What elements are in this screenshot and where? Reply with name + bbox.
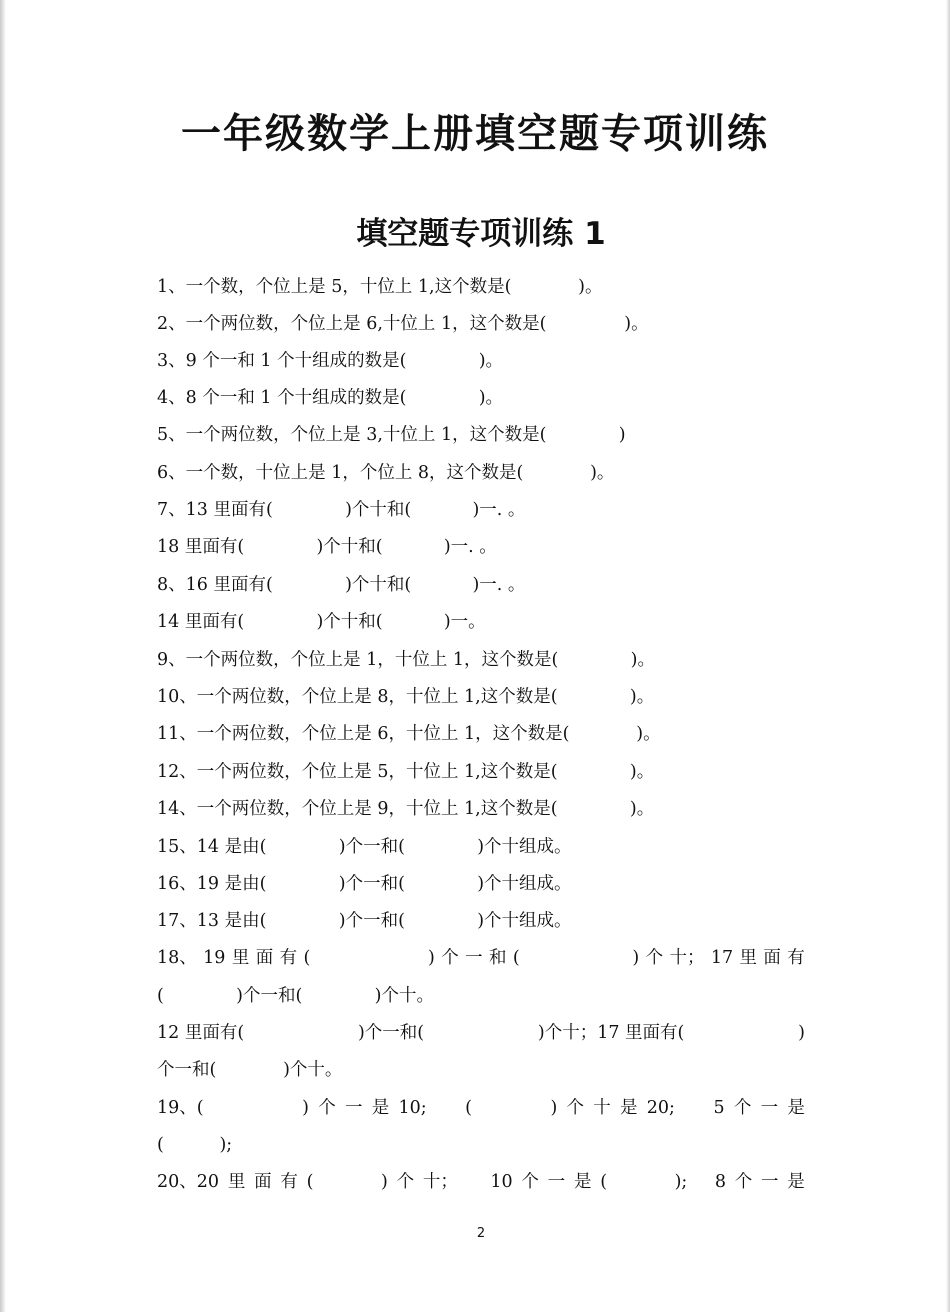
q18-seg: 个 <box>645 948 664 968</box>
question-4: 4、8 个一和 1 个十组成的数是( )。 <box>157 388 504 408</box>
q18b-seg: ) <box>798 1023 805 1043</box>
q20-seg: 里 <box>227 1172 246 1192</box>
q19-seg: 个 <box>318 1098 336 1118</box>
q20-seg: 十； <box>422 1172 458 1192</box>
question-1: 1、一个数，个位上是 5，十位上 1,这个数是( )。 <box>157 277 603 297</box>
q18-seg: ) <box>632 948 640 968</box>
q18-blank <box>526 945 626 971</box>
q18-seg: 个 <box>441 948 459 968</box>
q20-seg: ( <box>600 1172 608 1192</box>
q19-seg: 是 <box>620 1098 638 1118</box>
q19-gap <box>684 1095 704 1121</box>
question-18-line-2: ( )个一和( )个十。 <box>157 986 434 1006</box>
question-3: 3、9 个一和 1 个十组成的数是( )。 <box>157 351 504 371</box>
q18-seg: 19 <box>203 948 226 968</box>
q20-seg: 一 <box>761 1172 779 1192</box>
question-5: 5、一个两位数，个位上是 3,十位上 1，这个数是( ) <box>157 425 626 445</box>
question-19-line-2: ( ); <box>157 1135 233 1155</box>
q20-seg: 个 <box>521 1172 539 1192</box>
q19-seg: 19、( <box>157 1098 204 1118</box>
q19-seg: ) <box>550 1098 558 1118</box>
q18b-seg: )个十；17 里面有( <box>537 1023 685 1043</box>
q19-seg: 个 <box>566 1098 585 1118</box>
page-edge-right <box>946 0 950 1312</box>
q20-seg: 10 <box>490 1172 513 1192</box>
question-8a: 8、16 里面有( )个十和( )一. 。 <box>157 575 526 595</box>
question-14: 14、一个两位数，个位上是 9，十位上 1,这个数是( )。 <box>157 799 655 819</box>
q20-seg: 8 <box>714 1172 726 1192</box>
q20-seg: 20、20 <box>157 1172 220 1192</box>
q18-seg: 17 <box>710 948 734 968</box>
q18-seg: 面 <box>763 948 781 968</box>
q18-seg: 里 <box>231 948 250 968</box>
q18-seg: 里 <box>739 948 758 968</box>
page-edge-left <box>0 0 6 1312</box>
q20-gap <box>696 1169 706 1195</box>
q18b-seg: 12 里面有( <box>157 1023 245 1043</box>
q20-seg: 个 <box>396 1172 415 1192</box>
q19-blank <box>213 1095 293 1121</box>
q20-gap <box>467 1169 482 1195</box>
q19-seg: 10; <box>398 1098 427 1118</box>
page-title: 一年级数学上册填空题专项训练 <box>181 111 769 157</box>
q19-seg: 一 <box>344 1098 363 1118</box>
question-20-line-1 <box>157 1169 805 1195</box>
page-number: 2 <box>476 1226 486 1241</box>
q20-seg: ) <box>380 1172 388 1192</box>
q19-gap <box>436 1095 456 1121</box>
q19-seg: 一 <box>760 1098 779 1118</box>
q19-seg: 是 <box>371 1098 390 1118</box>
q20-seg: 个 <box>734 1172 753 1192</box>
q18-seg: 有 <box>787 948 805 968</box>
q18-seg: ( <box>303 948 311 968</box>
question-8b: 14 里面有( )个十和( )一。 <box>157 612 486 632</box>
q20-seg: 面 <box>254 1172 272 1192</box>
q20-blank <box>322 1169 372 1195</box>
q18-seg: 和 <box>488 948 507 968</box>
q19-seg: 十 <box>593 1098 611 1118</box>
q19-seg: 5 <box>713 1098 725 1118</box>
q18-blank <box>317 945 422 971</box>
question-16: 16、19 是由( )个一和( )个十组成。 <box>157 874 572 894</box>
section-title: 填空题专项训练 1 <box>356 216 606 252</box>
q19-seg: ( <box>465 1098 472 1118</box>
q18-seg: 十； <box>669 948 705 968</box>
question-6: 6、一个数，十位上是 1，个位上 8，这个数是( )。 <box>157 463 615 483</box>
question-12: 12、一个两位数，个位上是 5，十位上 1,这个数是( )。 <box>157 762 655 782</box>
q18-seg: 一 <box>465 948 483 968</box>
question-18-line-1 <box>157 945 805 971</box>
question-7a: 7、13 里面有( )个十和( )一. 。 <box>157 500 526 520</box>
q20-seg: 有 <box>280 1172 298 1192</box>
question-15: 15、14 是由( )个一和( )个十组成。 <box>157 837 572 857</box>
q20-seg: 一 <box>547 1172 566 1192</box>
q18b-blank <box>721 1020 761 1046</box>
question-17: 17、13 是由( )个一和( )个十组成。 <box>157 911 572 931</box>
q18-seg: 有 <box>279 948 298 968</box>
q20-seg: 是 <box>787 1172 805 1192</box>
question-10: 10、一个两位数，个位上是 8，十位上 1,这个数是( )。 <box>157 687 655 707</box>
question-19-line-1 <box>157 1095 805 1121</box>
q19-blank <box>481 1095 541 1121</box>
question-7b: 18 里面有( )个十和( )一. 。 <box>157 537 497 557</box>
q19-seg: 个 <box>733 1098 752 1118</box>
q20-blank <box>616 1169 666 1195</box>
q20-seg: ); <box>674 1172 688 1192</box>
q19-seg: 20; <box>646 1098 675 1118</box>
q20-seg: 是 <box>573 1172 592 1192</box>
question-2: 2、一个两位数，个位上是 6,十位上 1，这个数是( )。 <box>157 314 649 334</box>
question-18-line-3 <box>157 1020 805 1046</box>
q19-seg: ) <box>302 1098 309 1118</box>
q18b-blank <box>281 1020 321 1046</box>
q18b-blank <box>461 1020 501 1046</box>
q18b-seg: )个一和( <box>357 1023 425 1043</box>
q20-seg: ( <box>306 1172 314 1192</box>
q18-seg: 18、 <box>157 948 197 968</box>
question-9: 9、一个两位数，个位上是 1，十位上 1，这个数是( )。 <box>157 650 655 670</box>
question-18-line-4: 个一和( )个十。 <box>157 1060 343 1080</box>
q19-seg: 是 <box>787 1098 805 1118</box>
q18-seg: ) <box>428 948 435 968</box>
q18-seg: ( <box>512 948 520 968</box>
q18-seg: 面 <box>255 948 274 968</box>
question-11: 11、一个两位数，个位上是 6，十位上 1，这个数是( )。 <box>157 724 661 744</box>
